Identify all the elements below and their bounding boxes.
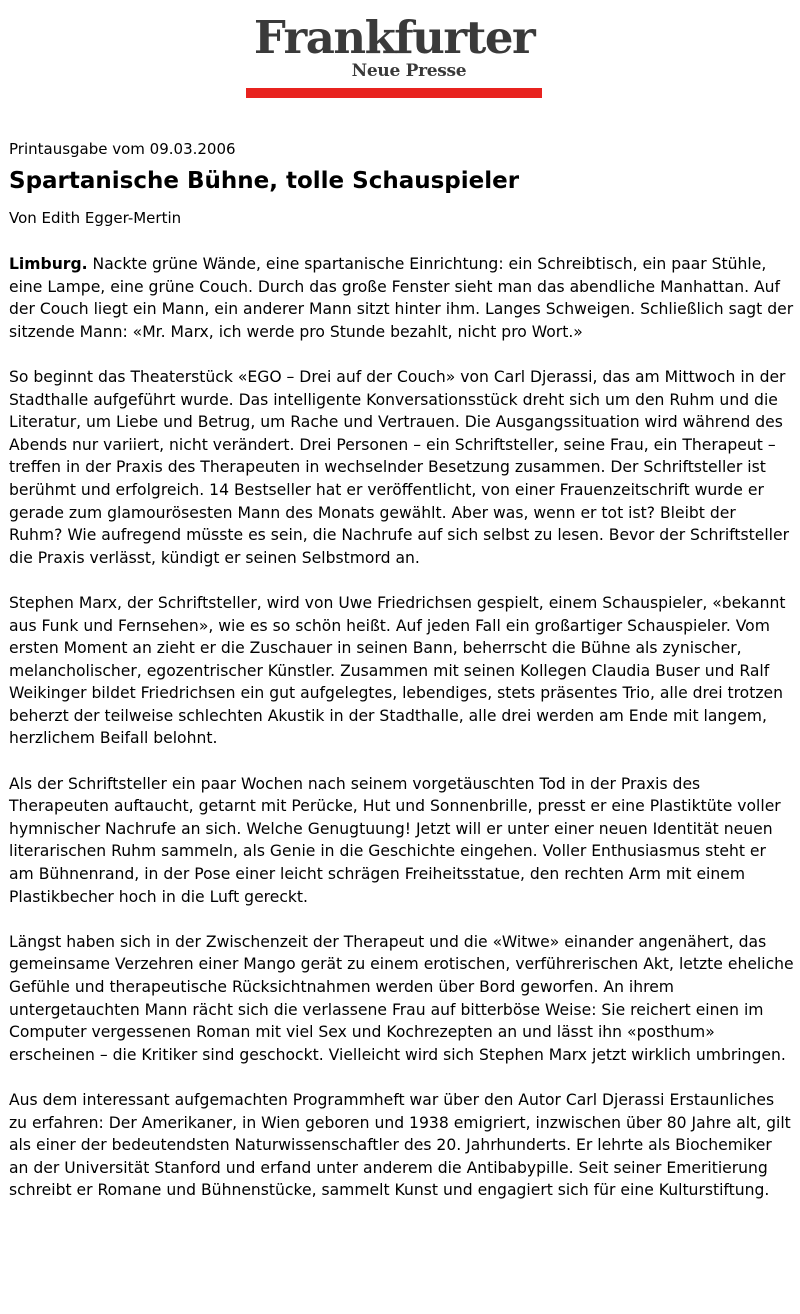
article-paragraph: Längst haben sich in der Zwischenzeit der Therapeut und die «Witwe» einander angenähert, das gemeinsame Verzehren einer Mango gerät zu einem erotischen, verführerischen Akt, letzte eheliche Gefühle und therapeutische Rücksichtnahmen werden über Bord geworfen. An ihrem untergetauchten Mann rächt sich die verlassene Frau auf bitterböse Weise: Sie reichert einen im Computer vergessenen Roman mit viel Sex und Kochrezepten an und lässt ihn «posthum» erscheinen – die Kritiker sind geschockt. Vielleicht wird sich Stephen Marx jetzt wirklich umbringen. (9, 932, 794, 1064)
masthead-title: Frankfurter (253, 11, 535, 64)
print-edition-date: Printausgabe vom 09.03.2006 (9, 140, 236, 158)
dateline: Limburg. (9, 255, 88, 273)
article-paragraph: Aus dem interessant aufgemachten Programmheft war über den Autor Carl Djerassi Erstaunliches zu erfahren: Der Amerikaner, in Wien geboren und 1938 emigriert, inzwischen über 80 Jahre alt, gilt als einer der bedeutendsten Naturwissenschaftler des 20. Jahrhunderts. Er lehrte als Biochemiker an der Universität Stanford und erfand unter anderem die Antibabypille. Seit seiner Emeritierung schreibt er Romane und Bühnenstücke, sammelt Kunst und engagiert sich für eine Kulturstiftung. (9, 1090, 791, 1200)
article-paragraph: Stephen Marx, der Schriftsteller, wird von Uwe Friedrichsen gespielt, einem Schauspieler, «bekannt aus Funk und Fernsehen», wie es so schön heißt. Auf jeden Fall ein großartiger Schauspieler. Vom ersten Moment an zieht er die Zuschauer in seinen Bann, beherrscht die Bühne als zynischer, melancholischer, egozentrischer Künstler. Zusammen mit seinen Kollegen Claudia Buser und Ralf Weikinger bildet Friedrichsen ein gut aufgelegtes, lebendiges, stets präsentes Trio, alle drei trotzen beherzt der teilweise schlechten Akustik in der Stadthalle, alle drei werden am Ende mit langem, herzlichem Beifall belohnt. (9, 593, 786, 748)
masthead-subtitle: Neue Presse (351, 61, 467, 81)
article-body (9, 253, 794, 1202)
paragraph-text: Nackte grüne Wände, eine spartanische Einrichtung: ein Schreibtisch, ein paar Stühle, eine Lampe, eine grüne Couch. Durch das große Fenster sieht man das abendliche Manhattan. Auf der Couch liegt ein Mann, ein anderer Mann sitzt hinter ihm. Langes Schweigen. Schließlich sagt der sitzende Mann: «Mr. Marx, ich werde pro Stunde bezahlt, nicht pro Wort.» (9, 255, 794, 341)
article-paragraph (9, 253, 794, 343)
article (9, 138, 794, 1225)
article-headline: Spartanische Bühne, tolle Schauspieler (9, 168, 520, 194)
article-byline: Von Edith Egger-Mertin (9, 209, 182, 227)
masthead-logo (246, 12, 542, 100)
article-paragraph: So beginnt das Theaterstück «EGO – Drei auf der Couch» von Carl Djerassi, das am Mittwoch in der Stadthalle aufgeführt wurde. Das intelligente Konversationsstück dreht sich um den Ruhm und die Literatur, um Liebe und Betrug, um Rache und Vertrauen. Die Ausgangssituation wird während des Abends nur variiert, nicht verändert. Drei Personen – ein Schriftsteller, seine Frau, ein Therapeut – treffen in der Praxis des Therapeuten in wechselnder Besetzung zusammen. Der Schriftsteller ist berühmt und erfolgreich. 14 Bestseller hat er veröffentlicht, von einer Frauenzeitschrift wurde er gerade zum glamourösesten Mann des Monats gewählt. Aber was, wenn er tot ist? Bleibt der Ruhm? Wie aufregend müsste es sein, die Nachrufe auf sich selbst zu lesen. Bevor der Schriftsteller die Praxis verlässt, kündigt er seinen Selbstmord an. (9, 367, 789, 567)
article-paragraph: Als der Schriftsteller ein paar Wochen nach seinem vorgetäuschten Tod in der Praxis des Therapeuten auftaucht, getarnt mit Perücke, Hut und Sonnenbrille, presst er eine Plastiktüte voller hymnischer Nachrufe an sich. Welche Genugtuung! Jetzt will er unter einer neuen Identität neuen literarischen Ruhm sammeln, als Genie in die Geschichte eingehen. Voller Enthusiasmus steht er am Bühnenrand, in der Pose einer leicht schrägen Freiheitsstatue, den rechten Arm mit einem Plastikbecher hoch in die Luft gereckt. (9, 774, 781, 906)
masthead-red-bar (246, 88, 542, 98)
